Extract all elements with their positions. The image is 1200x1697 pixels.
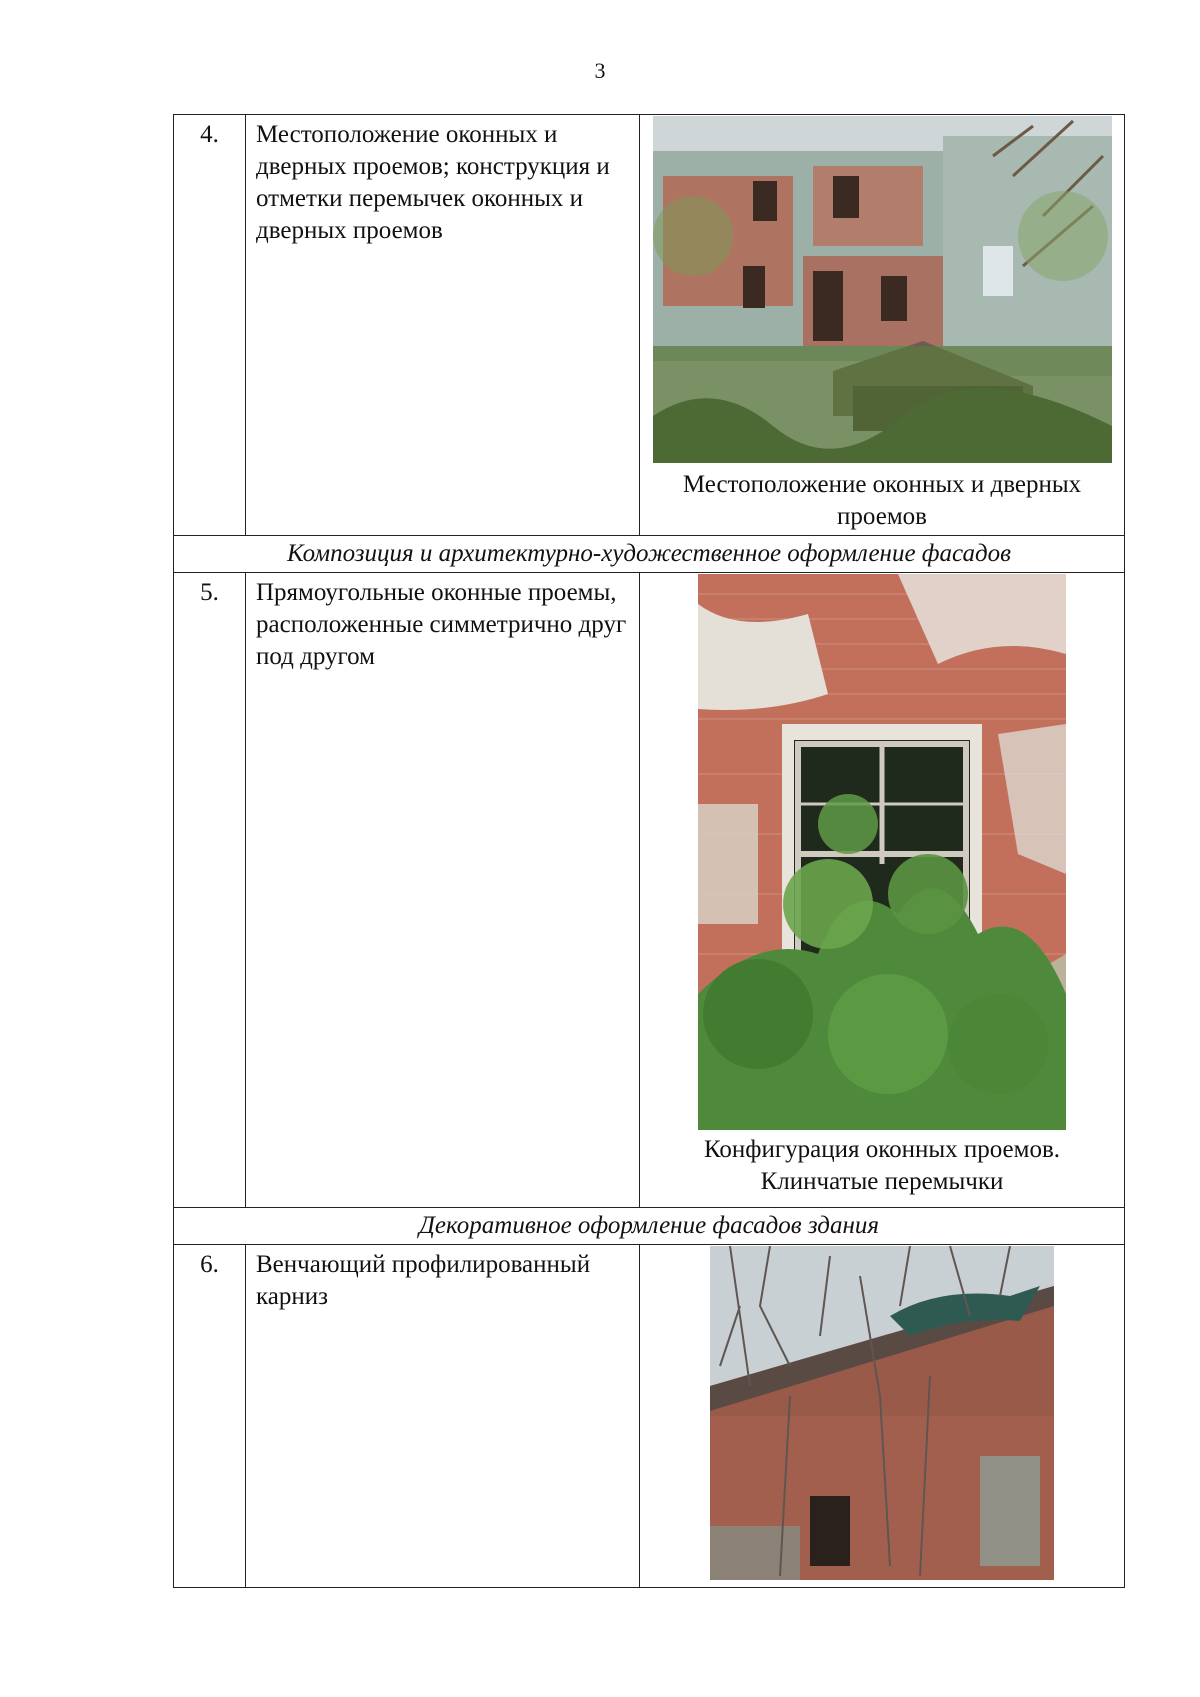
row-number: 5. (174, 573, 246, 1208)
building-facade-photo (653, 116, 1112, 463)
section-heading: Декоративное оформление фасадов здания (174, 1208, 1125, 1245)
photo-caption: Конфигурация оконных проемов. Клинчатые перемычки (703, 1136, 1061, 1195)
photo-caption: Местоположение оконных и дверных проемов (682, 471, 1082, 530)
section-heading: Композиция и архитектурно-художественное оформление фасадов (174, 536, 1125, 573)
section-row (174, 536, 1125, 573)
table-row (174, 573, 1125, 1208)
image-cell (640, 1245, 1125, 1588)
row-description: Венчающий профилированный карниз (246, 1245, 640, 1588)
row-description: Прямоугольные оконные проемы, расположенные симметрично друг под другом (246, 573, 640, 1208)
cornice-photo (710, 1246, 1054, 1580)
document-table (173, 114, 1125, 1588)
image-cell (640, 115, 1125, 536)
window-opening-photo (698, 574, 1066, 1130)
section-row (174, 1208, 1125, 1245)
image-cell (640, 573, 1125, 1208)
table-row (174, 1245, 1125, 1588)
table-row (174, 115, 1125, 536)
row-number: 6. (174, 1245, 246, 1588)
page-number: 3 (594, 58, 606, 83)
row-number: 4. (174, 115, 246, 536)
row-description: Местоположение оконных и дверных проемов; конструкция и отметки перемычек оконных и дверных проемов (246, 115, 640, 536)
